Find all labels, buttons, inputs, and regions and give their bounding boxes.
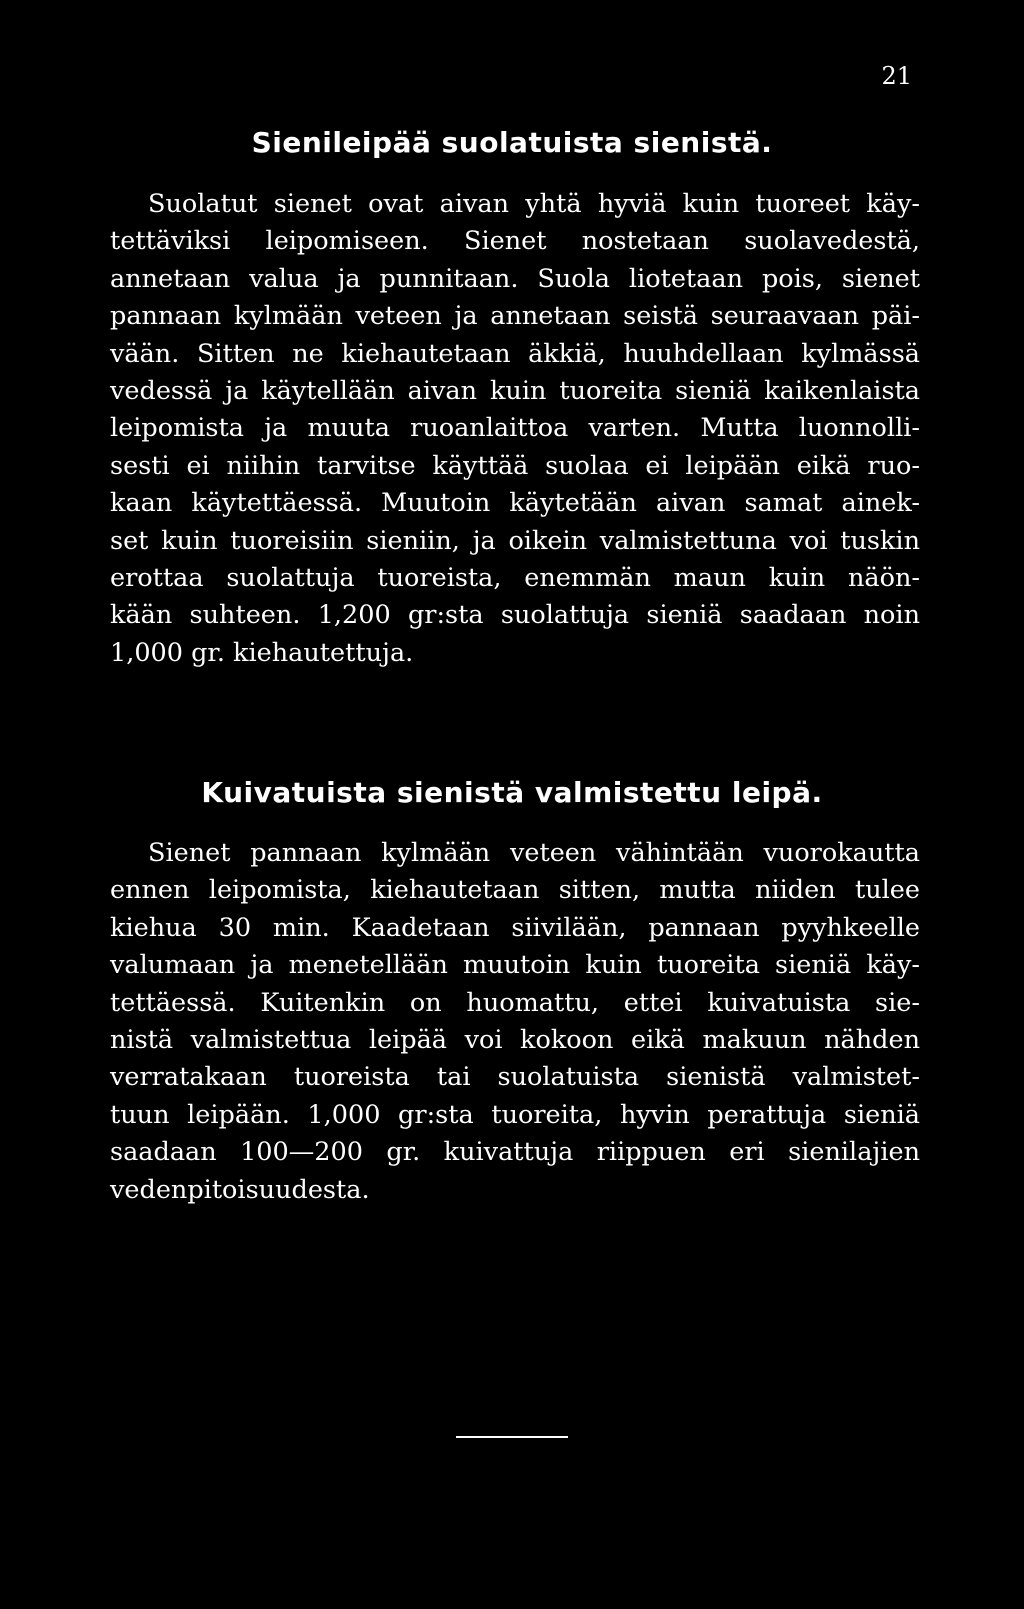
page-number: 21 <box>881 62 912 90</box>
text-line: Suolatut sienet ovat aivan yhtä hyviä kuin tuoreet käy- <box>148 189 920 219</box>
text-line: tettäviksi leipomiseen. Sienet nostetaan suolavedestä, <box>110 226 920 257</box>
text-line: Sienet pannaan kylmään veteen vähintään vuorokautta <box>148 838 920 868</box>
text-line: 1,000 gr. kiehautettuja. <box>110 637 414 668</box>
text-line: tettäessä. Kuitenkin on huomattu, ettei kuivatuista sie- <box>110 987 920 1018</box>
text-line: sesti ei niihin tarvitse käyttää suolaa ei leipään eikä ruo- <box>110 450 920 481</box>
text-line: kään suhteen. 1,200 gr:sta suolattuja sieniä saadaan noin <box>110 600 920 631</box>
text-line: vään. Sitten ne kiehautetaan äkkiä, huuhdellaan kylmässä <box>110 338 920 369</box>
text-line: vedenpitoisuudesta. <box>110 1174 370 1205</box>
section-body-salted-mushroom-bread <box>110 186 920 672</box>
text-line: saadaan 100—200 gr. kuivattuja riippuen eri sienilajien <box>110 1137 920 1168</box>
end-rule-divider <box>456 1436 568 1438</box>
section-body-dried-mushroom-bread <box>110 835 920 1209</box>
text-line: annetaan valua ja punnitaan. Suola liotetaan pois, sienet <box>110 263 920 294</box>
section-heading-dried-mushroom-bread: Kuivatuista sienistä valmistettu leipä. <box>201 776 823 809</box>
text-line: vedessä ja käytellään aivan kuin tuoreita sieniä kaikenlaista <box>110 376 920 407</box>
section-heading-salted-mushroom-bread: Sienileipää suolatuista sienistä. <box>251 126 773 159</box>
text-line: valumaan ja menetellään muutoin kuin tuoreita sieniä käy- <box>110 950 920 981</box>
text-line: leipomista ja muuta ruoanlaittoa varten. Mutta luonnolli- <box>110 413 920 444</box>
text-line: erottaa suolattuja tuoreista, enemmän maun kuin näön- <box>110 563 920 594</box>
text-line: kiehua 30 min. Kaadetaan siivilään, pannaan pyyhkeelle <box>110 912 920 943</box>
text-line: nistä valmistettua leipää voi kokoon eikä makuun nähden <box>110 1025 920 1056</box>
text-line: pannaan kylmään veteen ja annetaan seistä seuraavaan päi- <box>110 301 920 332</box>
text-line: set kuin tuoreisiin sieniin, ja oikein valmistettuna voi tuskin <box>110 525 920 556</box>
text-line: ennen leipomista, kiehautetaan sitten, mutta niiden tulee <box>110 875 920 906</box>
text-line: kaan käytettäessä. Muutoin käytetään aivan samat ainek- <box>110 488 920 519</box>
text-line: tuun leipään. 1,000 gr:sta tuoreita, hyvin perattuja sieniä <box>110 1099 920 1130</box>
text-line: verratakaan tuoreista tai suolatuista sienistä valmistet- <box>110 1062 920 1093</box>
